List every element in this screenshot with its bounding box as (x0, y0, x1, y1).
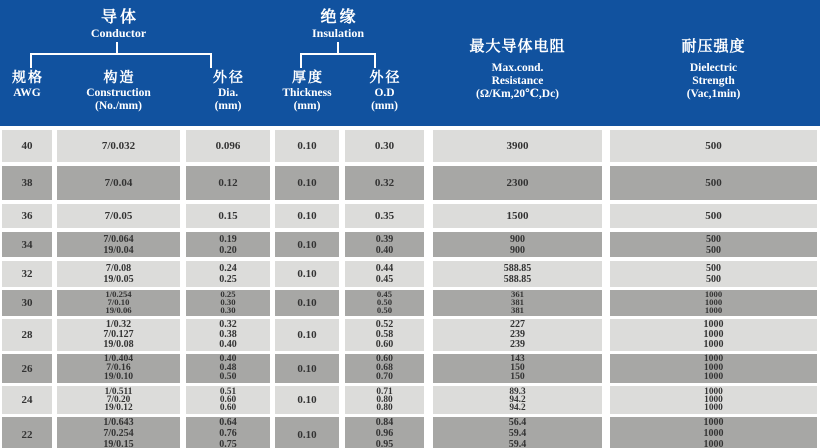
cell-awg: 28 (2, 319, 52, 351)
conductor-bracket-leg-left (30, 53, 32, 68)
cell-strength: 500 500 (610, 232, 817, 257)
cell-strength: 1000 1000 1000 (610, 417, 817, 448)
od-header-zh: 外径 (369, 71, 402, 86)
cell-dia: 0.15 (186, 204, 270, 228)
cell-dia: 0.32 0.38 0.40 (186, 319, 270, 351)
cell-resistance: 361 381 381 (433, 290, 602, 316)
cell-thickness: 0.10 (275, 261, 339, 287)
cell-thickness: 0.10 (275, 354, 339, 383)
construction-header-zh: 构造 (103, 71, 136, 86)
table-row-awg-30 (0, 290, 820, 316)
cell-construction: 7/0.04 (57, 166, 180, 200)
strength-header-en1: Dielectric (689, 62, 738, 74)
cell-resistance: 56.4 59.4 59.4 (433, 417, 602, 448)
strength-header-en2: Strength (692, 74, 735, 87)
cell-resistance: 1500 (433, 204, 602, 228)
cell-resistance: 89.3 94.2 94.2 (433, 386, 602, 414)
od-header-en: O.D (374, 87, 395, 99)
cell-dia: 0.40 0.48 0.50 (186, 354, 270, 383)
table-row-awg-24 (0, 386, 820, 414)
dia-header-unit: (mm) (214, 100, 242, 112)
cell-thickness: 0.10 (275, 232, 339, 257)
cell-od: 0.44 0.45 (345, 261, 424, 287)
thickness-header-unit: (mm) (293, 100, 321, 112)
cell-strength: 1000 1000 1000 (610, 354, 817, 383)
table-row-awg-40 (0, 130, 820, 162)
cell-strength: 500 500 (610, 261, 817, 287)
column-header-thickness (275, 71, 339, 113)
cell-od: 0.39 0.40 (345, 232, 424, 257)
cell-awg: 40 (2, 130, 52, 162)
cell-strength: 500 (610, 204, 817, 228)
cell-resistance: 900 900 (433, 232, 602, 257)
cell-strength: 1000 1000 1000 (610, 290, 817, 316)
thickness-header-en: Thickness (282, 87, 332, 99)
resistance-header-unit: (Ω/Km,20℃,Dc) (475, 88, 560, 100)
cell-thickness: 0.10 (275, 386, 339, 414)
cell-construction: 7/0.05 (57, 204, 180, 228)
column-header-dia (186, 71, 270, 113)
cell-od: 0.71 0.80 0.80 (345, 386, 424, 414)
od-header-unit: (mm) (371, 100, 398, 112)
dia-header-en: Dia. (217, 87, 239, 99)
cell-od: 0.84 0.96 0.95 (345, 417, 424, 448)
strength-header-unit: (Vac,1min) (686, 88, 741, 100)
column-header-awg (2, 71, 52, 100)
thickness-header-zh: 厚度 (292, 71, 324, 86)
cell-construction: 1/0.404 7/0.16 19/0.10 (57, 354, 180, 383)
cell-thickness: 0.10 (275, 130, 339, 162)
cell-awg: 36 (2, 204, 52, 228)
insulation-bracket-leg-left (300, 53, 302, 68)
cell-od: 0.35 (345, 204, 424, 228)
cell-strength: 1000 1000 1000 (610, 386, 817, 414)
resistance-header-en2: Resistance (491, 74, 544, 87)
conductor-group-title (57, 9, 180, 40)
construction-header-en: Construction (86, 87, 151, 99)
cell-dia: 0.096 (186, 130, 270, 162)
spec-table (0, 130, 820, 448)
cell-resistance: 227 239 239 (433, 319, 602, 351)
dia-header-zh: 外径 (213, 71, 245, 86)
awg-header-en: AWG (13, 87, 41, 99)
cell-strength: 500 (610, 130, 817, 162)
cell-thickness: 0.10 (275, 417, 339, 448)
cell-resistance: 2300 (433, 166, 602, 200)
conductor-bracket-bar (30, 53, 212, 55)
cell-dia: 0.64 0.76 0.75 (186, 417, 270, 448)
cell-awg: 26 (2, 354, 52, 383)
cell-resistance: 3900 (433, 130, 602, 162)
insulation-bracket-leg-right (374, 53, 376, 68)
cell-strength: 500 (610, 166, 817, 200)
cell-dia: 0.24 0.25 (186, 261, 270, 287)
cell-thickness: 0.10 (275, 166, 339, 200)
construction-header-unit: (No./mm) (95, 100, 142, 112)
cell-awg: 34 (2, 232, 52, 257)
cell-construction: 1/0.643 7/0.254 19/0.15 (57, 417, 180, 448)
cell-od: 0.52 0.58 0.60 (345, 319, 424, 351)
column-header-od (345, 71, 424, 113)
cell-thickness: 0.10 (275, 204, 339, 228)
resistance-header-zh: 最大导体电阻 (469, 39, 566, 55)
cell-awg: 32 (2, 261, 52, 287)
insulation-title-zh: 绝缘 (320, 9, 359, 26)
insulation-group-title (300, 9, 376, 40)
cell-dia: 0.19 0.20 (186, 232, 270, 257)
cell-resistance: 143 150 150 (433, 354, 602, 383)
cell-resistance: 588.85 588.85 (433, 261, 602, 287)
awg-header-zh: 规格 (12, 71, 44, 86)
table-row-awg-22 (0, 417, 820, 448)
cell-strength: 1000 1000 1000 (610, 319, 817, 351)
column-header-construction (57, 71, 180, 113)
cell-construction: 7/0.032 (57, 130, 180, 162)
conductor-title-zh: 导体 (100, 9, 139, 26)
cell-awg: 22 (2, 417, 52, 448)
table-row-awg-38 (0, 166, 820, 200)
cell-construction: 7/0.08 19/0.05 (57, 261, 180, 287)
cell-awg: 38 (2, 166, 52, 200)
resistance-header-en1: Max.cond. (491, 62, 544, 74)
cell-dia: 0.25 0.30 0.30 (186, 290, 270, 316)
cell-awg: 30 (2, 290, 52, 316)
table-row-awg-36 (0, 204, 820, 228)
cell-thickness: 0.10 (275, 319, 339, 351)
insulation-bracket-bar (300, 53, 376, 55)
insulation-title-en: Insulation (311, 26, 365, 40)
conductor-title-en: Conductor (90, 26, 147, 40)
table-row-awg-28 (0, 319, 820, 351)
cell-thickness: 0.10 (275, 290, 339, 316)
table-row-awg-26 (0, 354, 820, 383)
cell-dia: 0.12 (186, 166, 270, 200)
cell-construction: 1/0.32 7/0.127 19/0.08 (57, 319, 180, 351)
conductor-bracket-leg-right (210, 53, 212, 68)
table-header (0, 0, 820, 126)
cell-construction: 1/0.254 7/0.10 19/0.06 (57, 290, 180, 316)
cell-od: 0.45 0.50 0.50 (345, 290, 424, 316)
cell-od: 0.32 (345, 166, 424, 200)
table-row-awg-32 (0, 261, 820, 287)
cell-od: 0.60 0.68 0.70 (345, 354, 424, 383)
cell-construction: 1/0.511 7/0.20 19/0.12 (57, 386, 180, 414)
strength-header-zh: 耐压强度 (681, 39, 746, 55)
column-header-strength (610, 39, 817, 101)
column-header-resistance (433, 39, 602, 101)
table-row-awg-34 (0, 232, 820, 257)
cell-construction: 7/0.064 19/0.04 (57, 232, 180, 257)
cell-od: 0.30 (345, 130, 424, 162)
cell-awg: 24 (2, 386, 52, 414)
cell-dia: 0.51 0.60 0.60 (186, 386, 270, 414)
